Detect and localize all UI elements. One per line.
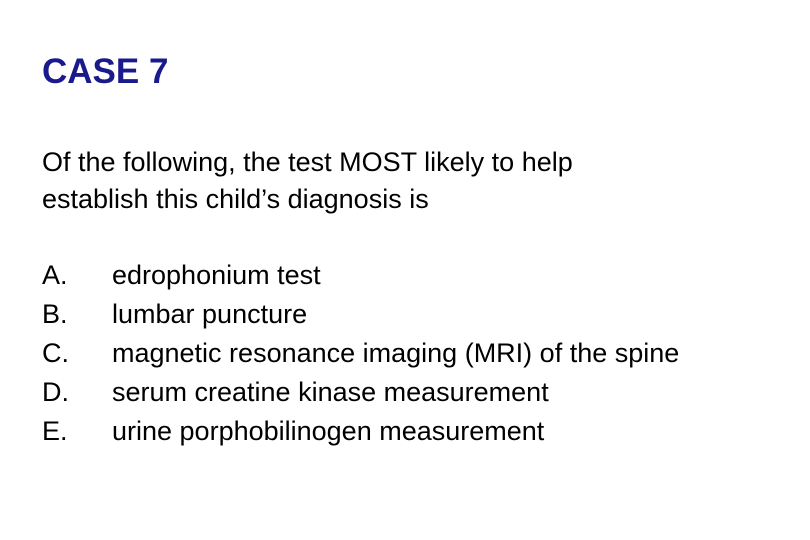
answer-option-e [42,412,802,451]
answer-option-d [42,373,802,412]
option-text: edrophonium test [112,260,321,290]
option-text: urine porphobilinogen measurement [112,416,545,446]
option-text: lumbar puncture [112,299,308,329]
option-letter: D. [42,377,69,407]
answer-option-a [42,256,802,295]
option-letter: C. [42,338,69,368]
answer-option-c [42,334,802,373]
option-text: magnetic resonance imaging (MRI) of the spine [112,338,680,368]
option-letter: E. [42,416,68,446]
case-title: CASE 7 [42,52,169,91]
option-letter: B. [42,299,68,329]
question-text [42,144,782,218]
question-line: establish this child’s diagnosis is [42,184,429,214]
answer-option-b [42,295,802,334]
option-letter: A. [42,260,68,290]
answer-options-list [42,256,802,451]
question-line: Of the following, the test MOST likely to help [42,147,573,177]
option-text: serum creatine kinase measurement [112,377,549,407]
